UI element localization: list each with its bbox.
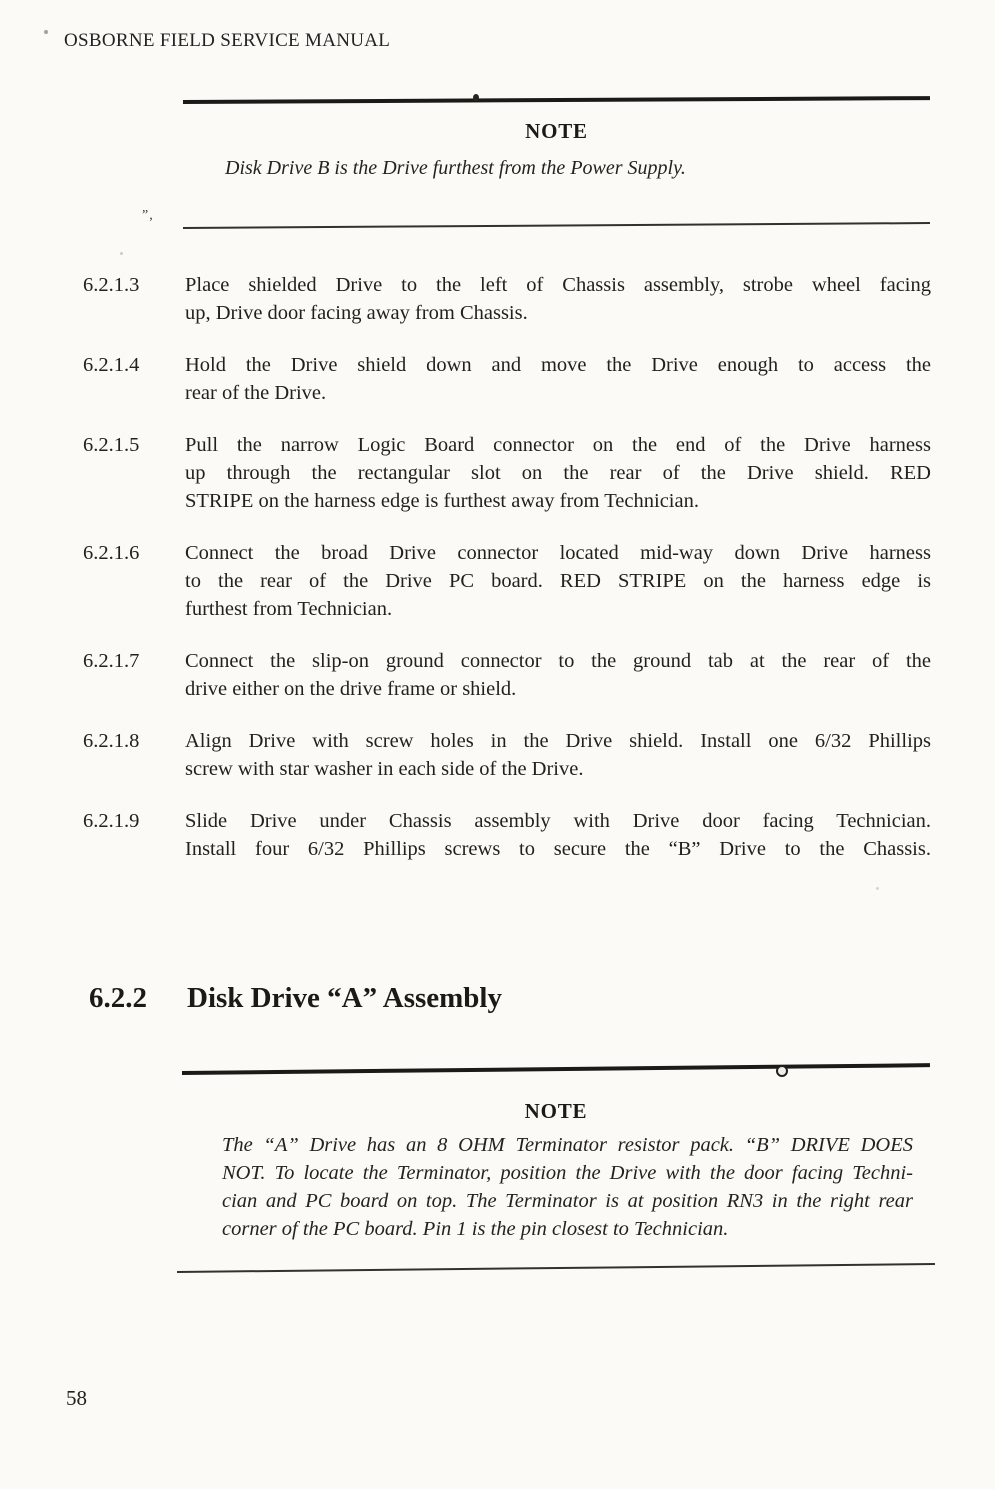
note2-line: The “A” Drive has an 8 OHM Terminator resistor pack. “B” DRIVE DOES <box>222 1134 913 1156</box>
step-number: 6.2.1.3 <box>83 274 140 296</box>
step-line: Slide Drive under Chassis assembly with Drive door facing Technician. <box>185 810 931 832</box>
step-number: 6.2.1.6 <box>83 542 140 564</box>
step-line: up, Drive door facing away from Chassis. <box>185 302 528 324</box>
step-number: 6.2.1.7 <box>83 650 140 672</box>
note1-bottom-rule <box>183 222 930 229</box>
step-line: to the rear of the Drive PC board. RED STRIPE on the harness edge is <box>185 570 931 592</box>
section-title: Disk Drive “A” Assembly <box>187 982 502 1014</box>
step-6-2-1-7 <box>83 647 931 703</box>
procedure-steps <box>83 271 931 887</box>
section-number: 6.2.2 <box>89 982 147 1014</box>
step-number: 6.2.1.5 <box>83 434 140 456</box>
scan-speck <box>120 252 123 255</box>
step-line: drive either on the drive frame or shield. <box>185 678 517 700</box>
note2-bottom-rule <box>177 1263 935 1273</box>
step-number: 6.2.1.8 <box>83 730 140 752</box>
step-line: furthest from Technician. <box>185 598 393 620</box>
note2-line: corner of the PC board. Pin 1 is the pin closest to Technician. <box>222 1218 729 1240</box>
step-line: Pull the narrow Logic Board connector on the end of the Drive harness <box>185 434 931 456</box>
step-text <box>185 807 931 863</box>
step-6-2-1-9 <box>83 807 931 863</box>
note1-body: Disk Drive B is the Drive furthest from the Power Supply. <box>225 157 686 179</box>
note2-body <box>222 1131 913 1243</box>
step-text <box>185 431 931 515</box>
step-6-2-1-3 <box>83 271 931 327</box>
note1-top-rule <box>183 96 930 104</box>
note2-title: NOTE <box>524 1099 588 1123</box>
step-text <box>185 351 931 407</box>
note1-title: NOTE <box>525 119 588 143</box>
note2-line: cian and PC board on top. The Terminator is at position RN3 in the right rear <box>222 1190 913 1212</box>
note2-top-rule <box>182 1063 930 1075</box>
step-number: 6.2.1.9 <box>83 810 140 832</box>
step-6-2-1-4 <box>83 351 931 407</box>
scan-quote-artifact: ”, <box>142 208 154 223</box>
scan-speck <box>44 30 48 34</box>
step-6-2-1-8 <box>83 727 931 783</box>
step-text <box>185 727 931 783</box>
step-line: Install four 6/32 Phillips screws to secure the “B” Drive to the Chassis. <box>185 838 931 860</box>
scan-ring-artifact <box>776 1065 788 1077</box>
step-6-2-1-6 <box>83 539 931 623</box>
step-line: Place shielded Drive to the left of Chassis assembly, strobe wheel facing <box>185 274 931 296</box>
note2-line: NOT. To locate the Terminator, position the Drive with the door facing Techni- <box>222 1162 913 1184</box>
step-line: rear of the Drive. <box>185 382 327 404</box>
step-line: Connect the slip-on ground connector to the ground tab at the rear of the <box>185 650 931 672</box>
step-text <box>185 271 931 327</box>
scan-dot-artifact <box>473 94 479 101</box>
step-text <box>185 647 931 703</box>
step-text <box>185 539 931 623</box>
section-heading <box>89 982 502 1015</box>
running-header: OSBORNE FIELD SERVICE MANUAL <box>64 30 391 51</box>
step-line: up through the rectangular slot on the rear of the Drive shield. RED <box>185 462 931 484</box>
step-line: screw with star washer in each side of the Drive. <box>185 758 584 780</box>
step-line: Connect the broad Drive connector located mid-way down Drive harness <box>185 542 931 564</box>
step-line: Hold the Drive shield down and move the Drive enough to access the <box>185 354 931 376</box>
step-line: STRIPE on the harness edge is furthest away from Technician. <box>185 490 699 512</box>
page-number: 58 <box>66 1386 87 1410</box>
step-6-2-1-5 <box>83 431 931 515</box>
step-number: 6.2.1.4 <box>83 354 140 376</box>
step-line: Align Drive with screw holes in the Drive shield. Install one 6/32 Phillips <box>185 730 931 752</box>
scan-speck <box>876 887 879 890</box>
